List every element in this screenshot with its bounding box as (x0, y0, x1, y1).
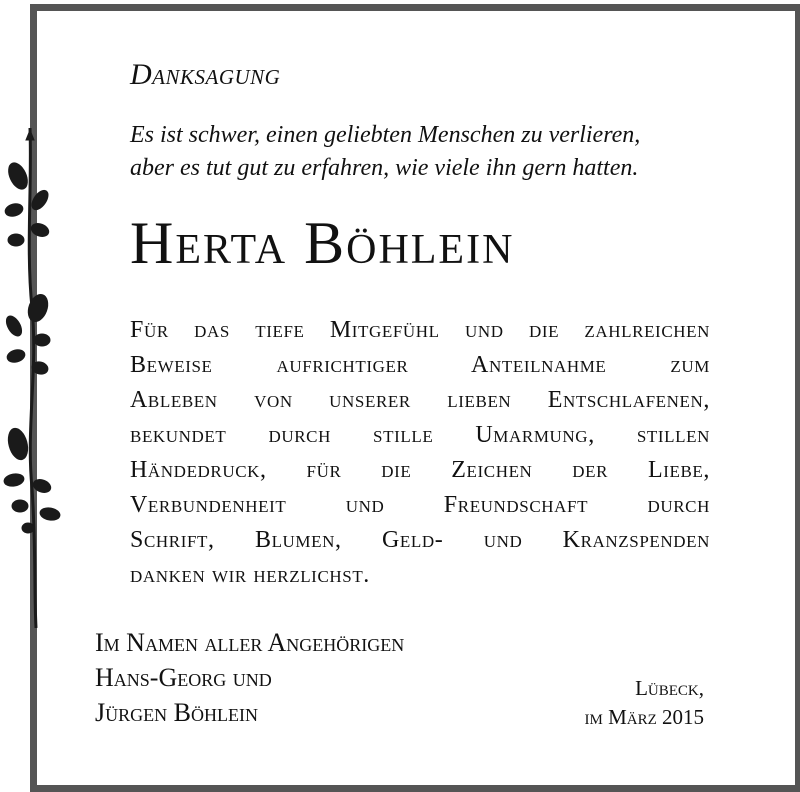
quote (130, 119, 730, 185)
deceased-name: Herta Böhlein (130, 210, 515, 276)
body-line: Beweise aufrichtiger Anteilnahme zum (130, 352, 710, 378)
body-line: Verbundenheit und Freundschaft durch (130, 492, 710, 518)
signature-line: Im Namen aller Angehörigen (95, 628, 405, 657)
signature-line: Jürgen Böhlein (95, 698, 258, 727)
rose-branch-icon (0, 128, 70, 628)
thanks-text (130, 313, 710, 593)
quote-line: Es ist schwer, einen geliebten Menschen zu verlieren, (130, 122, 641, 148)
notice-heading: Danksagung (130, 58, 281, 91)
date-line: im März 2015 (584, 705, 704, 729)
body-line: bekundet durch stille Umarmung, stillen (130, 422, 710, 448)
place-date (584, 674, 704, 732)
signature-line: Hans-Georg und (95, 663, 272, 692)
quote-line: aber es tut gut zu erfahren, wie viele ihn gern hatten. (130, 155, 639, 181)
body-line: Händedruck, für die Zeichen der Liebe, (130, 457, 710, 483)
place-line: Lübeck, (635, 676, 704, 700)
body-line: Schrift, Blumen, Geld- und Kranzspenden (130, 527, 710, 553)
body-line: danken wir herzlichst. (130, 562, 370, 588)
body-line: Für das tiefe Mitgefühl und die zahlreichen (130, 317, 710, 343)
signature (95, 625, 404, 730)
body-line: Ableben von unserer lieben Entschlafenen, (130, 387, 710, 413)
